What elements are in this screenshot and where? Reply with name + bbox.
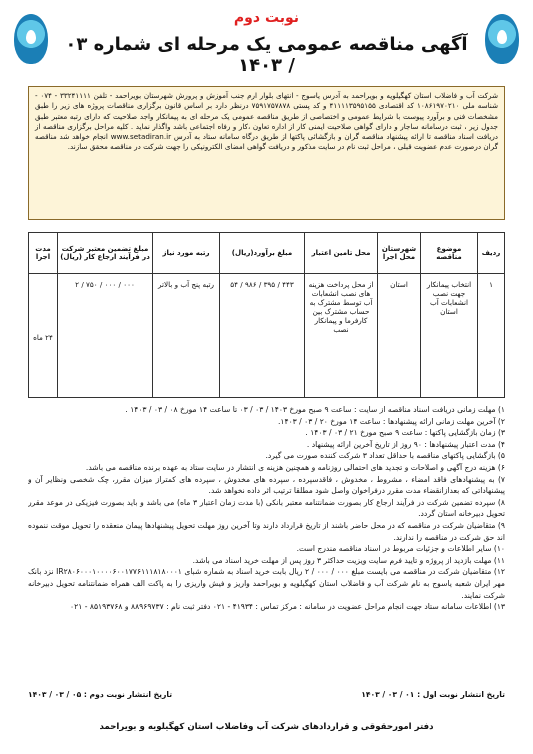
list-item: ۷) به پیشنهادهای فاقد امضاء ، مشروط ، مخدوش ، فاقدسپرده ، سپرده های مخدوش ، سپرده های کمتراز میزان مقرر، چک شخصی ونظایر آن و پیشنهاداتی که بعدازانقضاء مدت مقرر درفراخوان واصل شود مطلقا ترتیب اثر داده نخواهد شد. xyxy=(28,474,505,496)
publication-dates xyxy=(28,690,505,704)
cell-estimate: ۴۴۳ / ۳۹۵ / ۹۸۶ / ۵۴ xyxy=(220,274,305,398)
list-item: ۸) سپرده تضمین شرکت در فرآیند ارجاع کار بصورت ضمانتنامه معتبر بانکی (با مدت زمان اعتبار ۳ ماه) می باشد و باید بصورت فیزیکی در موعد مقرر تحویل دبیرخانه استان گردد. xyxy=(28,497,505,519)
col-estimate-header: مبلغ برآورد(ریال) xyxy=(220,233,305,274)
conditions-list xyxy=(28,404,505,670)
list-item: ۱) مهلت زمانی دریافت اسناد مناقصه از سایت : ساعت ۹ صبح مورخ ۱۴۰۳ / ۰۳ / ۰۳ تا ساعت ۱۴ مورخ ۰۸ / ۰۳ / ۱۴۰۳ . xyxy=(125,405,505,414)
list-item: ۱۱) مهلت بازدید از پروژه و تایید فرم سایت ویزیت حداکثر ۳ روز پس از مهلت خرید اسناد می باشد. xyxy=(192,555,505,565)
list-item: ۱۰) سایر اطلاعات و جزئیات مربوط در اسناد مناقصه مندرج است. xyxy=(296,544,505,554)
issuer-footer: دفتر امورحقوقی و قراردادهای شرکت آب وفاضلاب استان کهگیلویه و بویراحمد xyxy=(99,722,434,732)
list-item: ۵) بازگشایی پاکتهای مناقصه با حداقل تعداد ۳ شرکت کننده صورت می گیرد. xyxy=(265,451,505,461)
cell-subject: انتخاب پیمانکار جهت نصب انشعابات آب استان xyxy=(421,274,478,398)
table-header-row xyxy=(29,233,505,274)
col-rank-header: رتبه مورد نیاز xyxy=(153,233,220,274)
notice-round: نوبت دوم xyxy=(233,10,300,26)
list-item: ۹) متقاضیان شرکت در مناقصه که در محل حاضر باشند از تاریخ قرارداد دارند وتا آخرین روز مهلت تحویل پیشنهادها پیمان منعقده را تحویل موقت ننموده اند حق شرکت در مناقصه را ندارند. xyxy=(28,520,505,542)
list-item: ۶) هزینه درج آگهی و اصلاحات و تجدید های احتمالی روزنامه و همچنین هزینه ی انتشار در سایت ستاد به عهده برنده مناقصه می باشد. xyxy=(85,462,505,472)
col-city-header: شهرستان محل اجرا xyxy=(378,233,421,274)
col-guarantee-header: مبلغ تضمین معتبر شرکت در فرآیند ارجاع کار (ریال) xyxy=(58,233,153,274)
list-item: ۲) آخرین مهلت زمانی ارائه پیشنهادها : ساعت ۱۴ مورخ ۲۰ / ۰۳ / ۱۴۰۳. xyxy=(277,416,505,426)
col-subject-header: موضوع مناقصه xyxy=(421,233,478,274)
cell-row: ۱ xyxy=(478,274,505,398)
first-publication-date: تاریخ انتشار نوبت اول : ۰۱ / ۰۳ / ۱۴۰۳ xyxy=(361,690,505,699)
table-row xyxy=(29,274,505,398)
list-item: ۴) مدت اعتبار پیشنهادها : ۹۰ روز از تاریخ آخرین ارائه پیشنهاد . xyxy=(306,439,505,449)
second-publication-date: تاریخ انتشار نوبت دوم : ۰۵ / ۰۳ / ۱۴۰۳ xyxy=(28,690,173,699)
cell-rank: رتبه پنج آب و بالاتر xyxy=(153,274,220,398)
list-item: ۱۲) متقاضیان شرکت در مناقصه می بایست مبلغ ۰۰۰ / ۰۰۰ / ۲ ریال بابت خرید اسناد به شماره شبای IR۲۸۰۶۰۰۰۱۰۰۰۰۶۰۰۱۷۷۶۱۱۱۸۱۸۰۰۰۱ نزد بانک مهر ایران شعبه یاسوج به نام شرکت آب و فاضلاب استان کهگیلویه و بویراحمد واریز و فیش واریزی را به پاکت الف همراه ضمانتنامه تحویل دبیرخانه شرکت نمایند. xyxy=(28,567,505,600)
cell-funding: از محل پرداخت هزینه های نصب انشعابات آب توسط مشترک به حساب مشترک بین کارفرما و پیمانکار نصب xyxy=(305,274,378,398)
list-item: ۳) زمان بازگشایی پاکتها : ساعت ۹ صبح مورخ ۲۱ / ۰۳ / ۱۴۰۳ . xyxy=(305,428,505,438)
cell-city: استان xyxy=(378,274,421,398)
col-funding-header: محل تامین اعتبار xyxy=(305,233,378,274)
cell-guarantee: ۰۰۰ / ۰۰۰ / ۷۵۰ / ۲ xyxy=(58,274,153,398)
col-row-header: ردیف xyxy=(478,233,505,274)
notice-title: آگهی مناقصه عمومی یک مرحله ای شماره ۰۳ / ۱۴۰۳ xyxy=(65,34,468,76)
tender-table xyxy=(28,232,505,398)
cell-duration: ۲۴ ماه xyxy=(29,274,58,398)
col-duration-header: مدت اجرا xyxy=(29,233,58,274)
intro-paragraph: شرکت آب و فاضلاب استان کهگیلویه و بویراحمد به آدرس یاسوج - انتهای بلوار ارم جنب آموزش و پرورش شهرستان بویراحمد - تلفن ۳۳۲۴۱۱۱۱ - ۰۷۴ - شناسه ملی ۱۰۸۶۱۹۷۰۲۱۰ کد اقتصادی ۴۱۱۱۱۳۵۹۵۱۵۵ و کد پستی ۷۵۹۱۷۵۷۸۷۸ درنظر دارد بر اساس قانون برگزاری مناقصات پروژه های زیر را طبق مشخصات فنی و برآورد پیوست با شرایط عمومی و اختصاصی از طریق مناقصه عمومی یک مرحله ای به پیمانکار واجد صلاحیت که دارای رتبه معتبر طبق جدول زیر ، ثبت درسامانه ساجار و دارای گواهی صلاحیت ایمنی کار از اداره تعاون ،کار و رفاه اجتماعی باشد واگذار نماید . کلیه مراحل برگزاری مناقصه از دریافت اسناد مناقصه تا ارائه پیشنهاد مناقصه گران و بازگشائی پاکتها از طریق درگاه سامانه ستاد به آدرس www.setadiran.ir انجام خواهد شد مناقصه گران درصورت عدم عضویت قبلی ، مراحل ثبت نام در سایت مذکور و دریافت گواهی امضای الکترونیکی را جهت شرکت در مناقصه محقق سازند. xyxy=(28,86,505,220)
list-item: ۱۳) اطلاعات سامانه ستاد جهت انجام مراحل عضویت در سامانه : مرکز تماس : ۴۱۹۳۴ - ۰۲۱ دفتر ثبت نام : ۸۸۹۶۹۷۳۷ و ۸۵۱۹۳۷۶۸ - ۰۲۱ xyxy=(70,602,505,612)
